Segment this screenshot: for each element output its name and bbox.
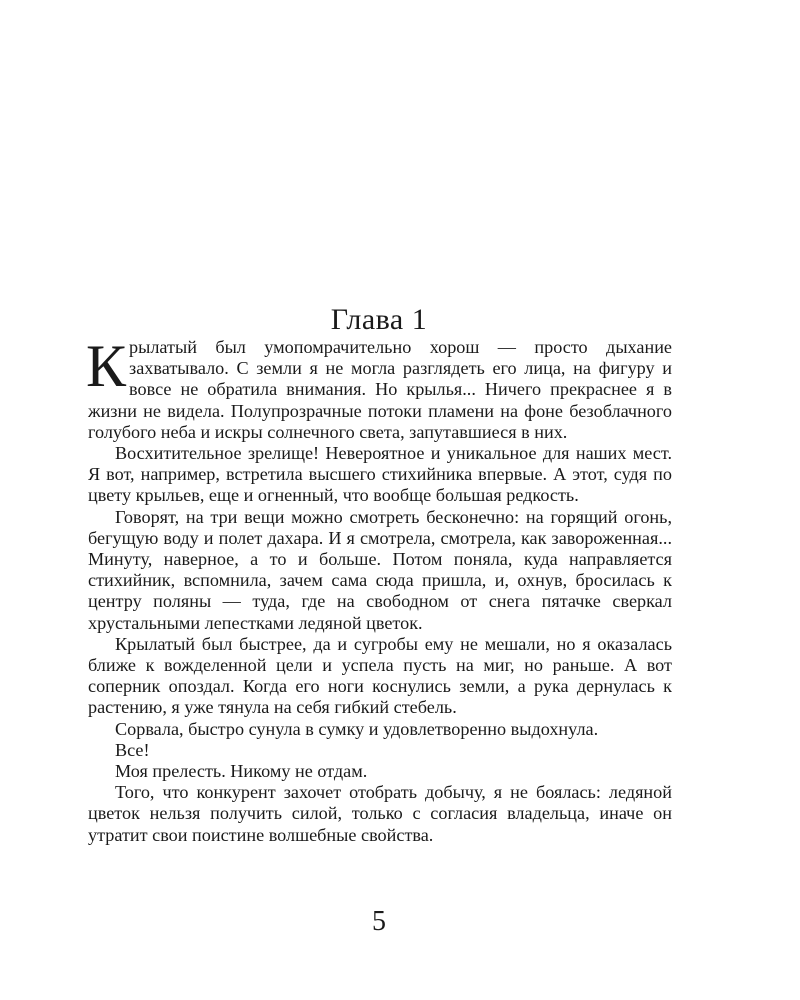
paragraph-1 <box>86 333 672 443</box>
chapter-text <box>86 333 672 846</box>
paragraph-2: Восхитительное зрелище! Невероятное и уникальное для наших мест. Я вот, например, встретила высшего стихийника впервые. А этот, судя по цвету крыльев, еще и огненный, что вообще большая редкость. <box>88 443 672 506</box>
paragraph-1-text: рылатый был умопомрачительно хорош — просто дыхание захватывало. С земли я не могла разглядеть его лица, на фигуру и вовсе не обратила внимания. Но крылья... Ничего прекраснее я в жизни не видела. Полупрозрачные потоки пламени на фоне безоблачного голубого неба и искры солнечного света, запутавшиеся в них. <box>88 337 672 442</box>
paragraph-3: Говорят, на три вещи можно смотреть бесконечно: на горящий огонь, бегущую воду и полет дахара. И я смотрела, смотрела, как завороженная... Минуту, наверное, а то и больше. Потом поняла, куда направляется стихийник, вспомнила, зачем сама сюда пришла, и, охнув, бросилась к центру поляны — туда, где на свободном от снега пятачке сверкал хрустальными лепестками ледяной цветок. <box>88 506 672 633</box>
drop-cap: К <box>86 333 127 399</box>
chapter-title: Глава 1 <box>330 303 428 336</box>
paragraph-4: Крылатый был быстрее, да и сугробы ему не мешали, но я оказалась ближе к вожделенной цели и успела пусть на миг, но раньше. А вот соперник опоздал. Когда его ноги коснулись земли, а рука дернулась к растению, я уже тянула на себя гибкий стебель. <box>88 633 672 718</box>
paragraph-5: Сорвала, быстро сунула в сумку и удовлетворенно выдохнула. <box>115 718 599 739</box>
paragraph-8: Того, что конкурент захочет отобрать добычу, я не боялась: ледяной цветок нельзя получить силой, только с согласия владельца, иначе он утратит свои поистине волшебные свойства. <box>88 782 672 845</box>
page-number: 5 <box>372 906 386 937</box>
paragraph-7: Моя прелесть. Никому не отдам. <box>115 761 368 782</box>
paragraph-6: Все! <box>115 739 150 760</box>
